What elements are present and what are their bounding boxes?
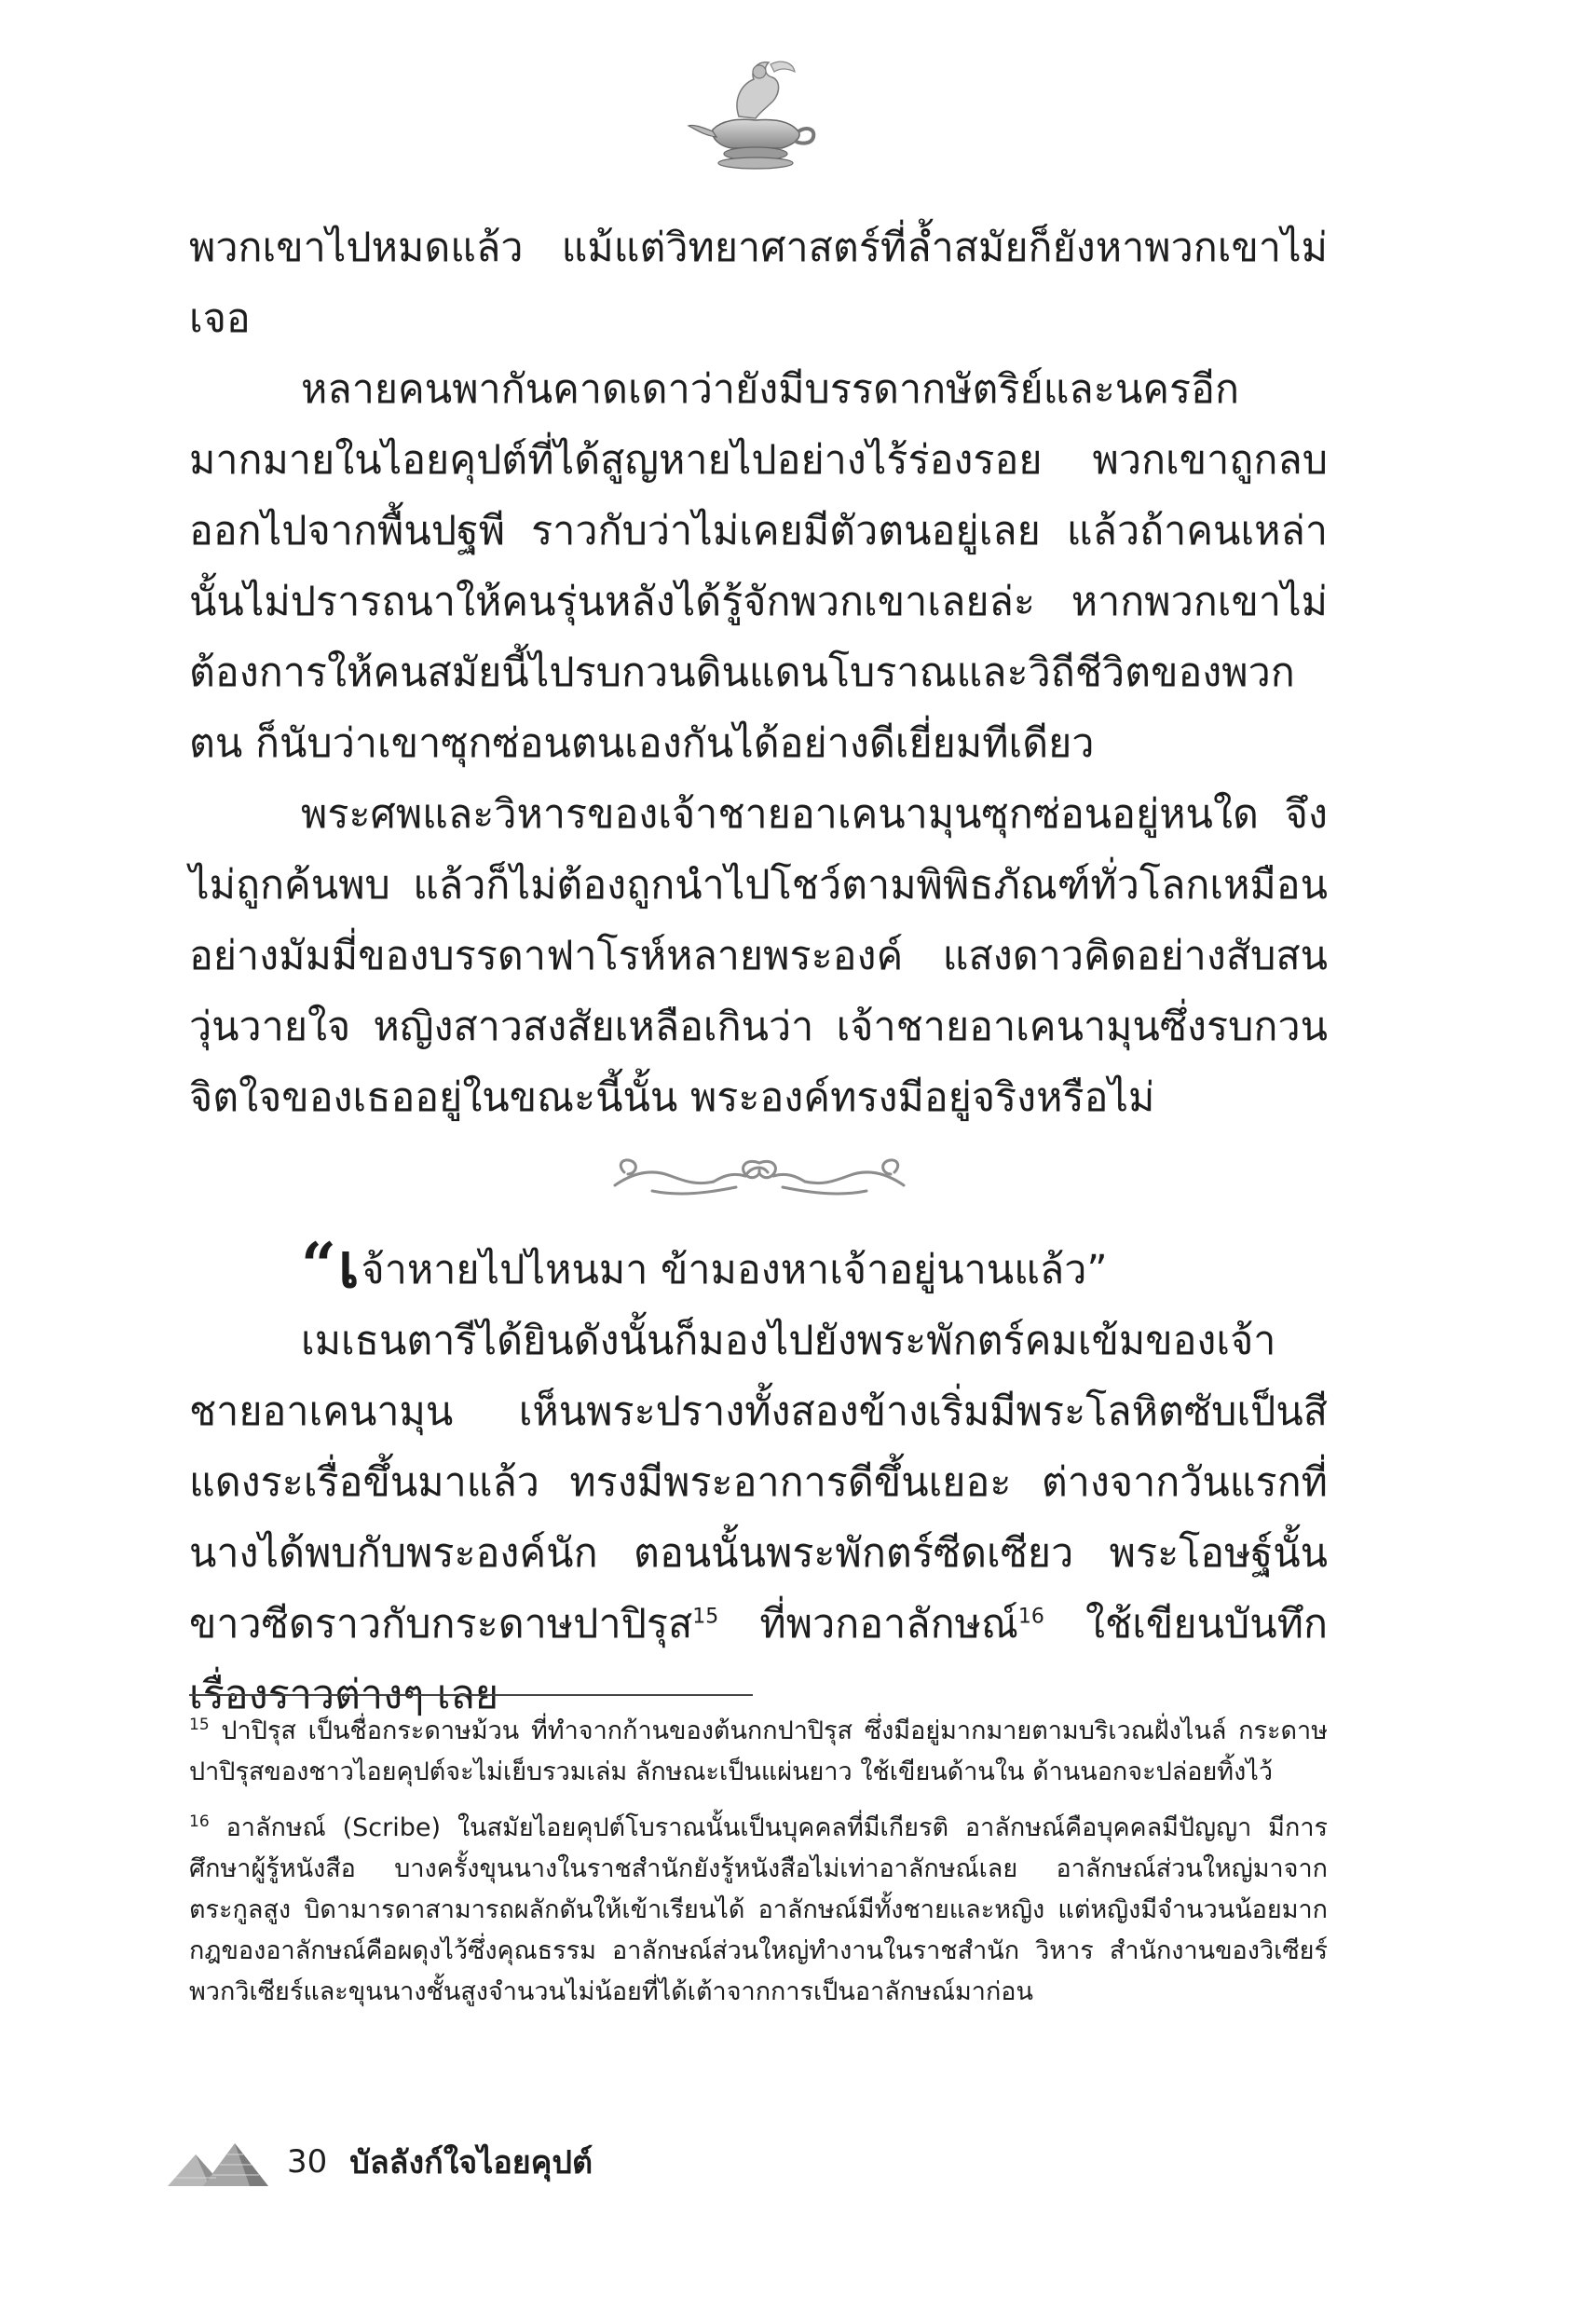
dialogue-quote [189,1230,1328,1306]
paragraph-2: หลายคนพากันคาดเดาว่ายังมีบรรดากษัตริย์และนครอีกมากมายในไอยคุปต์ที่ได้สูญหายไปอย่างไร้ร่องรอย พวกเขาถูกลบออกไปจากพื้นปฐพี ราวกับว่าไม่เคยมีตัวตนอยู่เลย แล้วถ้าคนเหล่านั้นไม่ปรารถนาให้คนรุ่นหลังได้รู้จักพวกเขาเลยล่ะ หากพวกเขาไม่ต้องการให้คนสมัยนี้ไปรบกวนดินแดนโบราณและวิถีชีวิตของพวกตน ก็นับว่าเขาซุกซ่อนตนเองกันได้อย่างดีเยี่ยมทีเดียว [189,366,1328,767]
footnote-ref-16[interactable]: 16 [1017,1605,1044,1629]
paragraph-4-text: เมเธนตารีได้ยินดังนั้นก็มองไปยังพระพักตร์คมเข้มของเจ้าชายอาเคนามุน เห็นพระปรางทั้งสองข้างเริ่มมีพระโลหิตซับเป็นสีแดงระเรื่อขึ้นมาแล้ว ทรงมีพระอาการดีขึ้นเยอะ ต่างจากวันแรกที่นางได้พบกับพระองค์นัก ตอนนั้นพระพักตร์ซีดเซียว พระโอษฐ์นั้นขาวซีดราวกับกระดาษปาปิรุส [189,1318,1328,1648]
footnote-15 [189,1711,1328,1793]
paragraph-1: พวกเขาไปหมดแล้ว แม้แต่วิทยาศาสตร์ที่ล้ำสมัยก็ยังหาพวกเขาไม่เจอ [189,225,1328,342]
quote-mark: “ [301,1229,336,1302]
footnotes [189,1711,1328,2028]
footnote-ref-15[interactable]: 15 [692,1605,719,1629]
page-footer [168,2134,593,2190]
book-title: บัลลังก์ใจไอยคุปต์ [349,2144,593,2181]
footnote-divider [189,1694,753,1696]
page-number: 30 [287,2143,328,2181]
paragraph-4 [189,1306,1328,1730]
flourish-divider-icon [596,1144,922,1210]
dialogue-text: จ้าหายไปไหนมา ข้ามองหาเจ้าอยู่นานแล้ว” [361,1247,1108,1293]
paragraph-4-mid: ที่พวกอาลักษณ์ [718,1601,1018,1648]
body-text-section-1 [189,212,1328,1133]
footnote-number: 16 [189,1812,210,1831]
footnote-text: ปาปิรุส เป็นชื่อกระดาษม้วน ที่ทำจากก้านของต้นกกปาปิรุส ซึ่งมีอยู่มากมายตามบริเวณฝั่งไนล์ กระดาษปาปิรุสของชาวไอยคุปต์จะไม่เย็บรวมเล่ม ลักษณะเป็นแผ่นยาว ใช้เขียนด้านใน ด้านนอกจะปล่อยทิ้งไว้ [189,1716,1328,1786]
body-text-section-2 [189,1230,1328,1730]
pyramid-icon [168,2136,270,2188]
genie-lamp-icon [685,51,825,172]
footnote-16 [189,1808,1328,2013]
dropcap-letter: เ [337,1229,360,1302]
footnote-number: 15 [189,1716,210,1734]
footnote-text: อาลักษณ์ (Scribe) ในสมัยไอยคุปต์โบราณนั้นเป็นบุคคลที่มีเกียรติ อาลักษณ์คือบุคคลมีปัญญา มีการศึกษาผู้รู้หนังสือ บางครั้งขุนนางในราชสำนักยังรู้หนังสือไม่เท่าอาลักษณ์เลย อาลักษณ์ส่วนใหญ่มาจากตระกูลสูง บิดามารดาสามารถผลักดันให้เข้าเรียนได้ อาลักษณ์มีทั้งชายและหญิง แต่หญิงมีจำนวนน้อยมาก กฎของอาลักษณ์คือผดุงไว้ซึ่งคุณธรรม อาลักษณ์ส่วนใหญ่ทำงานในราชสำนัก วิหาร สำนักงานของวิเซียร์ พวกวิเซียร์และขุนนางชั้นสูงจำนวนไม่น้อยที่ได้เต้าจากการเป็นอาลักษณ์มาก่อน [189,1813,1328,2006]
paragraph-4-end: ใช้เขียนบันทึกเรื่องราวต่างๆ เลย [189,1601,1328,1718]
paragraph-3: พระศพและวิหารของเจ้าชายอาเคนามุนซุกซ่อนอยู่หนใด จึงไม่ถูกค้นพบ แล้วก็ไม่ต้องถูกนำไปโชว์ตามพิพิธภัณฑ์ทั่วโลกเหมือนอย่างมัมมี่ของบรรดาฟาโรห์หลายพระองค์ แสงดาวคิดอย่างสับสนวุ่นวายใจ หญิงสาวสงสัยเหลือเกินว่า เจ้าชายอาเคนามุนซึ่งรบกวนจิตใจของเธออยู่ในขณะนี้นั้น พระองค์ทรงมีอยู่จริงหรือไม่ [189,791,1328,1121]
